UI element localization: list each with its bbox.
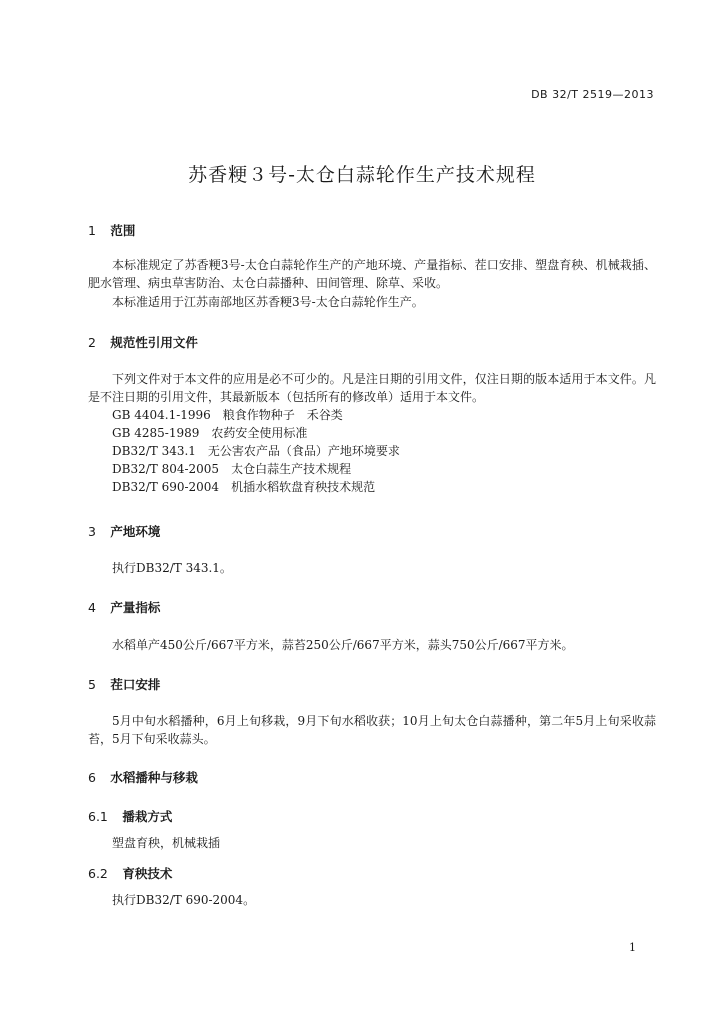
section-number: 6.1 (88, 809, 108, 824)
section-number: 1 (88, 223, 96, 238)
reference-item: GB 4404.1-1996 粮食作物种子 禾谷类 (112, 408, 343, 422)
section-title: 产地环境 (110, 524, 161, 539)
section-2-heading (88, 333, 198, 351)
section-title: 范围 (110, 223, 136, 238)
section-title: 水稻播种与移栽 (110, 770, 198, 785)
section-1-heading (88, 221, 135, 239)
section-number: 4 (88, 600, 96, 615)
section-number: 6.2 (88, 866, 108, 881)
reference-item: DB32/T 804-2005 太仓白蒜生产技术规程 (112, 462, 352, 476)
section-1-paragraph-2: 本标准适用于江苏南部地区苏香粳3号-太仓白蒜轮作生产。 (112, 295, 424, 309)
subsection-6-1-heading (88, 807, 172, 825)
section-title: 茬口安排 (110, 677, 161, 692)
section-4-paragraph-1: 水稻单产450公斤/667平方米，蒜苔250公斤/667平方米，蒜头750公斤/667平方米。 (112, 638, 574, 652)
subsection-6-2-heading (88, 864, 172, 882)
section-2-paragraph-1: 下列文件对于本文件的应用是必不可少的。凡是注日期的引用文件，仅注日期的版本适用于本文件。凡是不注日期的引用文件，其最新版本（包括所有的修改单）适用于本文件。 (88, 372, 656, 404)
section-3-heading (88, 522, 160, 540)
reference-item: DB32/T 690-2004 机插水稻软盘育秧技术规范 (112, 480, 376, 494)
reference-item: DB32/T 343.1 无公害农产品（食品）产地环境要求 (112, 444, 400, 458)
section-number: 5 (88, 677, 96, 692)
section-4-heading (88, 598, 160, 616)
section-title: 规范性引用文件 (110, 335, 198, 350)
section-title: 育秧技术 (122, 866, 173, 881)
section-number: 3 (88, 524, 96, 539)
reference-item: GB 4285-1989 农药安全使用标准 (112, 426, 308, 440)
section-number: 2 (88, 335, 96, 350)
subsection-6-1-paragraph-1: 塑盘育秧，机械栽插 (112, 836, 221, 850)
section-title: 播栽方式 (122, 809, 173, 824)
section-1-paragraph-1: 本标准规定了苏香粳3号-太仓白蒜轮作生产的产地环境、产量指标、茬口安排、塑盘育秧、机械栽插、肥水管理、病虫草害防治、太仓白蒜播种、田间管理、除草、采收。 (88, 258, 656, 290)
section-5-paragraph-1: 5月中旬水稻播种，6月上旬移栽，9月下旬水稻收获；10月上旬太仓白蒜播种，第二年5月上旬采收蒜苔，5月下旬采收蒜头。 (88, 714, 656, 746)
section-title: 产量指标 (110, 600, 161, 615)
section-5-heading (88, 675, 160, 693)
section-number: 6 (88, 770, 96, 785)
standard-code: DB 32/T 2519—2013 (531, 88, 654, 101)
page-number: 1 (629, 941, 636, 954)
subsection-6-2-paragraph-1: 执行DB32/T 690-2004。 (112, 893, 256, 907)
section-6-heading (88, 768, 198, 786)
document-title: 苏香粳３号-太仓白蒜轮作生产技术规程 (188, 164, 536, 186)
section-3-paragraph-1: 执行DB32/T 343.1。 (112, 561, 232, 575)
